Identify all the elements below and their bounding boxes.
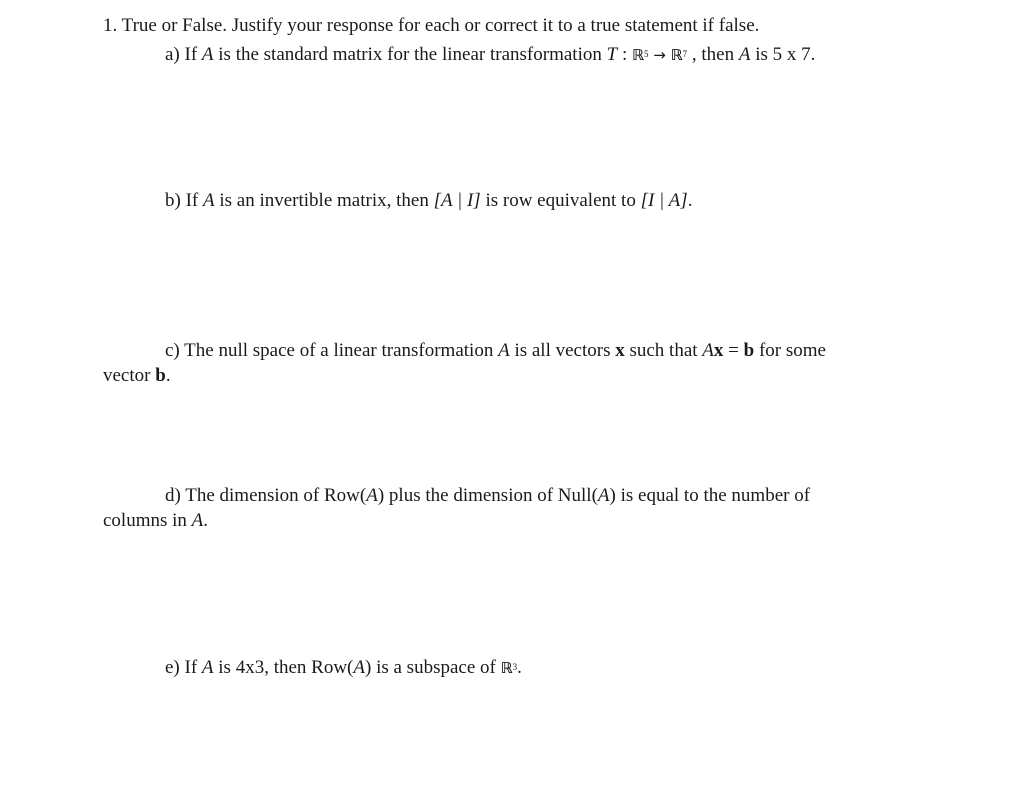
part-b-mid2: is row equivalent to: [480, 190, 641, 211]
part-e-prefix: e) If: [165, 657, 202, 678]
part-a-var-a: A: [201, 44, 214, 65]
part-c-eq-b: b: [743, 340, 755, 361]
part-e: [165, 656, 522, 680]
part-e-set: ℝ: [500, 659, 513, 677]
part-c-eq-sign: =: [723, 340, 744, 361]
part-a-var-a2: A: [738, 44, 751, 65]
part-b: [165, 189, 692, 213]
part-e-var-a2: A: [353, 657, 365, 678]
part-e-exp: 3: [512, 662, 518, 672]
part-c-var-a: A: [498, 340, 510, 361]
part-c-line2-suffix: .: [165, 365, 171, 386]
part-d-line1: [165, 484, 810, 508]
part-a-suffix: is 5 x 7.: [750, 44, 816, 65]
part-c-mid1: is all vectors: [509, 340, 616, 361]
part-d-prefix: d) The dimension of Row(: [165, 485, 367, 506]
part-b-prefix: b) If: [165, 190, 203, 211]
part-d-line2-prefix: columns in: [103, 510, 192, 531]
part-c-line2: [103, 364, 171, 388]
part-c-mid2: such that: [624, 340, 703, 361]
part-e-suffix: .: [517, 657, 522, 678]
part-b-var-a: A: [202, 190, 215, 211]
part-c-vector-x: x: [615, 340, 625, 361]
part-c-prefix: c) The null space of a linear transformation: [165, 340, 499, 361]
part-c-line1: [165, 339, 826, 363]
part-d-var-a: A: [366, 485, 378, 506]
part-b-augmented-2: [I | A]: [640, 190, 688, 211]
part-a-domain-exp: 5: [644, 49, 649, 59]
part-a-colon: :: [617, 44, 632, 65]
part-e-mid2: ) is a subspace of: [365, 657, 501, 678]
part-c-eq-x: x: [713, 340, 724, 361]
part-a-mid1: is the standard matrix for the linear transformation: [213, 44, 607, 65]
part-a-var-t: T: [606, 44, 618, 65]
part-a-mid2: , then: [687, 44, 739, 65]
part-a-arrow: →: [648, 46, 671, 64]
part-a-prefix: a) If: [165, 44, 202, 65]
part-b-mid1: is an invertible matrix, then: [214, 190, 434, 211]
part-c-line2-vector-b: b: [155, 365, 166, 386]
question-heading: 1. True or False. Justify your response for each or correct it to a true statement if false.: [103, 15, 760, 36]
part-e-mid1: is 4x3, then Row(: [213, 657, 354, 678]
part-b-suffix: .: [687, 190, 693, 211]
part-d-mid1: ) plus the dimension of Null(: [377, 485, 598, 506]
part-b-augmented-1: [A | I]: [433, 190, 481, 211]
part-c-eq-a: A: [702, 340, 714, 361]
part-d-suffix: ) is equal to the number of: [609, 485, 811, 506]
part-e-var-a: A: [201, 657, 214, 678]
part-d-line2-var-a: A: [191, 510, 204, 531]
part-a-domain-set: ℝ: [631, 46, 644, 64]
part-c-suffix: for some: [754, 340, 826, 361]
part-a-codomain-set: ℝ: [670, 46, 683, 64]
part-d-var-a2: A: [597, 485, 610, 506]
part-a: [165, 43, 815, 67]
part-d-line2: [103, 509, 208, 533]
part-d-line2-suffix: .: [203, 510, 209, 531]
part-a-codomain-exp: 7: [682, 49, 688, 59]
part-c-line2-prefix: vector: [103, 365, 156, 386]
